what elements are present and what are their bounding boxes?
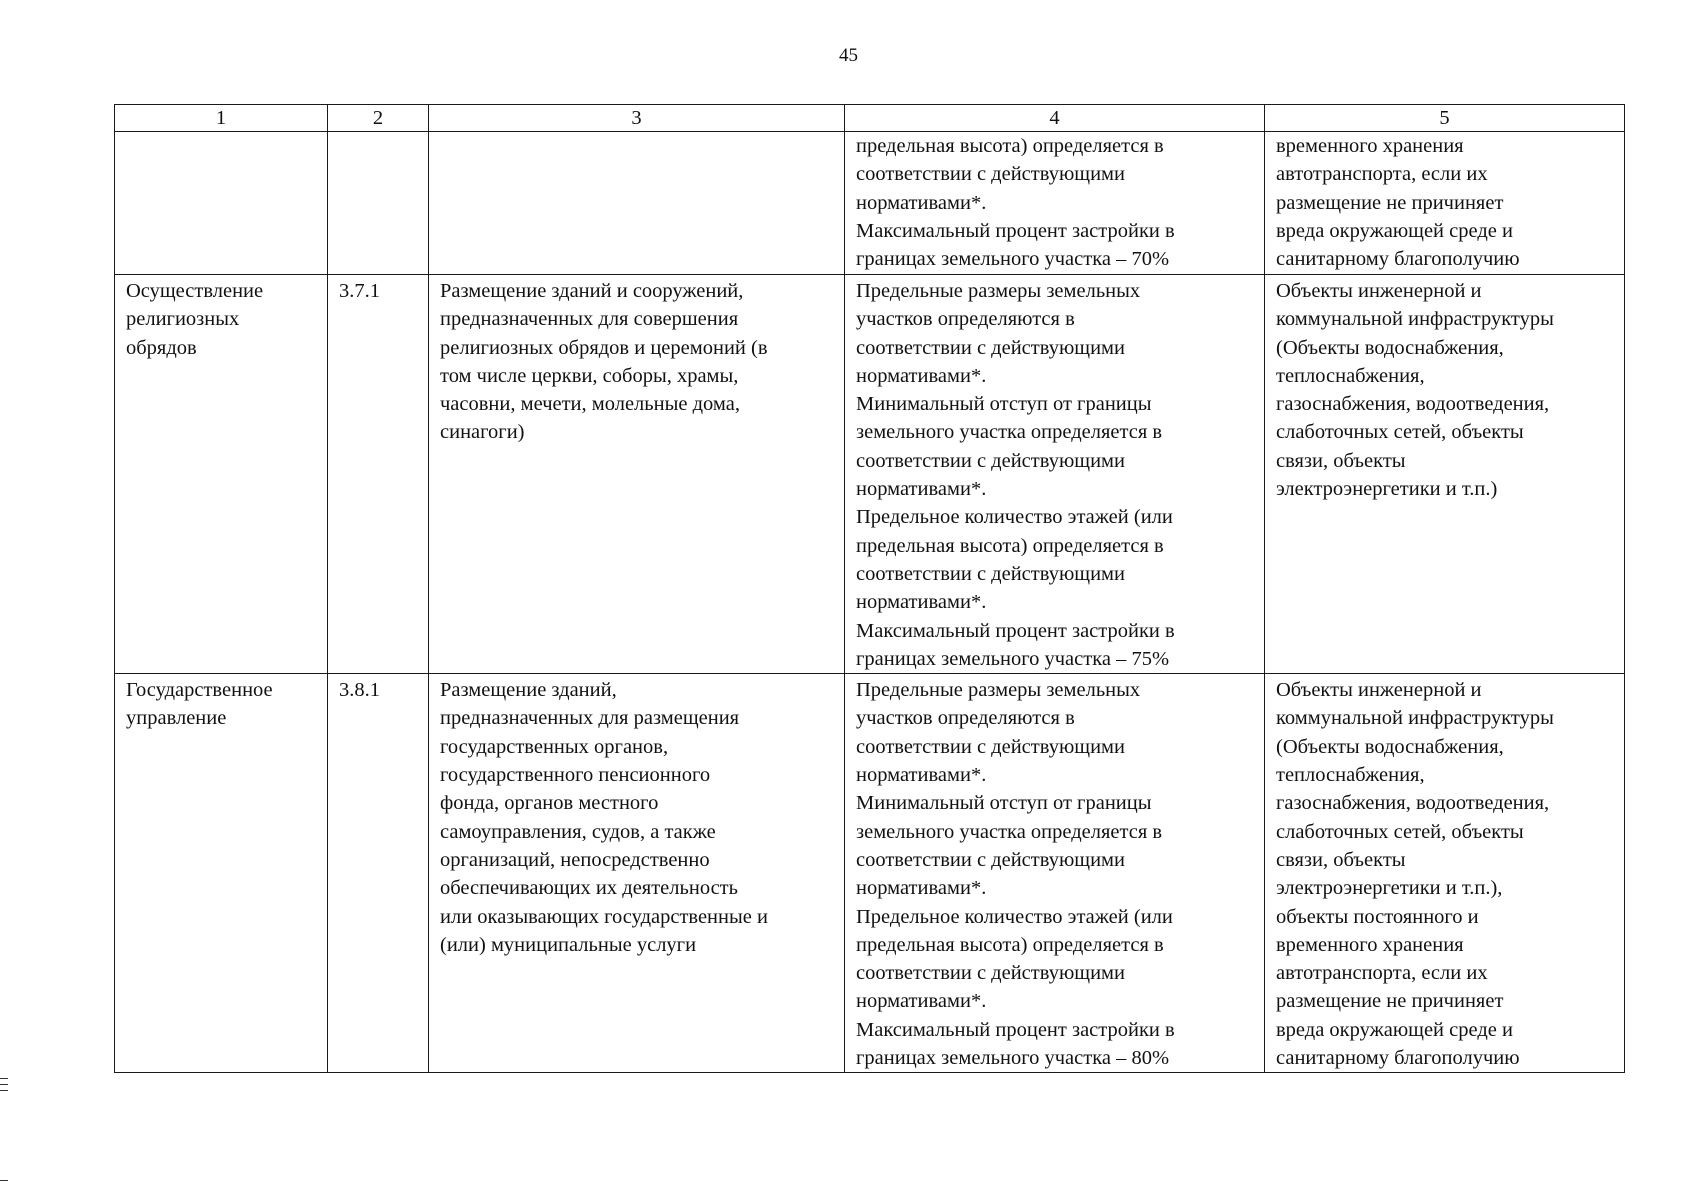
cell-text-line: предельная высота) определяется в	[856, 933, 1164, 956]
cell-text-line: размещение не причиняет	[1276, 191, 1504, 214]
cell-parameters	[845, 132, 1265, 275]
cell-text-line: теплоснабжения,	[1276, 364, 1425, 387]
table-row-religious-rites	[115, 275, 1625, 674]
cell-text-line: синагоги)	[440, 421, 525, 444]
cell-use-name	[115, 275, 328, 674]
cell-text-line: обеспечивающих их деятельность	[440, 877, 738, 900]
cell-text-line: Размещение зданий,	[440, 679, 617, 702]
cell-text-line: предназначенных для размещения	[440, 707, 740, 730]
cell-text-line: Максимальный процент застройки в	[856, 619, 1175, 642]
cell-use-description	[429, 275, 845, 674]
cell-auxiliary-uses	[1265, 132, 1625, 275]
table-row-continuation	[115, 132, 1625, 275]
table-header-row	[115, 105, 1625, 132]
cell-text-line: коммунальной инфраструктуры	[1276, 707, 1554, 730]
cell-text-line: участков определяются в	[856, 707, 1075, 730]
cell-text-line: нормативами*.	[856, 877, 987, 900]
cell-text-line: нормативами*.	[856, 191, 987, 214]
cell-text-line: границах земельного участка – 70%	[856, 248, 1170, 271]
cell-text-line: Предельное количество этажей (или	[856, 506, 1173, 529]
cell-text-line: Объекты инженерной и	[1276, 280, 1482, 302]
cell-auxiliary-uses	[1265, 674, 1625, 1073]
cell-text-line: временного хранения	[1276, 933, 1464, 956]
cell-text-line: предельная высота) определяется в	[856, 135, 1164, 157]
cell-text-line: Объекты инженерной и	[1276, 679, 1482, 702]
cell-text-line: Предельные размеры земельных	[856, 679, 1141, 702]
cell-text-line: предназначенных для совершения	[440, 308, 739, 331]
cell-text-line: Минимальный отступ от границы	[856, 393, 1152, 416]
column-header-2: 2	[328, 105, 429, 132]
cell-text-line: том числе церкви, соборы, храмы,	[440, 364, 739, 387]
cell-text-line: государственных органов,	[440, 735, 669, 758]
cell-text-line: Осуществление	[126, 280, 264, 302]
cell-text-line: организаций, непосредственно	[440, 848, 710, 871]
cell-text-line: самоуправления, судов, а также	[440, 820, 716, 843]
cell-text-line: нормативами*.	[856, 591, 987, 614]
cell-use-description	[429, 674, 845, 1073]
cell-text-line: (или) муниципальные услуги	[440, 933, 697, 956]
cell-text-line: соответствии с действующими	[856, 735, 1125, 758]
cell-auxiliary-uses	[1265, 275, 1625, 674]
cell-text-line: Максимальный процент застройки в	[856, 1018, 1175, 1041]
cell-text-line: санитарному благополучию	[1276, 1047, 1520, 1070]
cell-text-line: земельного участка определяется в	[856, 421, 1163, 444]
cell-text-line: газоснабжения, водоотведения,	[1276, 792, 1550, 815]
cell-text-line: теплоснабжения,	[1276, 764, 1425, 787]
cell-text-line: Размещение зданий и сооружений,	[440, 280, 744, 302]
cell-text-line: вреда окружающей среде и	[1276, 219, 1513, 242]
cell-text-line: (Объекты водоснабжения,	[1276, 735, 1504, 758]
cell-use-description	[429, 132, 845, 275]
cell-use-code	[328, 132, 429, 275]
cell-text-line: (Объекты водоснабжения,	[1276, 336, 1504, 359]
cell-text-line: соответствии с действующими	[856, 962, 1125, 985]
margin-mark	[0, 1084, 8, 1085]
cell-text-line: нормативами*.	[856, 990, 987, 1013]
cell-use-code	[328, 275, 429, 674]
land-use-table	[114, 104, 1625, 1073]
cell-text-line: временного хранения	[1276, 135, 1464, 157]
table-row-state-administration	[115, 674, 1625, 1073]
cell-text-line: религиозных обрядов и церемоний (в	[440, 336, 768, 359]
column-header-1: 1	[115, 105, 328, 132]
cell-text-line: Минимальный отступ от границы	[856, 792, 1152, 815]
cell-text-line: Предельное количество этажей (или	[856, 905, 1173, 928]
cell-text-line: часовни, мечети, молельные дома,	[440, 393, 740, 416]
cell-text-line: государственного пенсионного	[440, 764, 711, 787]
margin-mark	[0, 1090, 8, 1091]
cell-text-line: электроэнергетики и т.п.),	[1276, 877, 1503, 900]
page-number: 45	[839, 45, 858, 66]
column-header-5: 5	[1265, 105, 1625, 132]
cell-text-line: нормативами*.	[856, 478, 987, 501]
cell-text-line: газоснабжения, водоотведения,	[1276, 393, 1550, 416]
cell-text-line: участков определяются в	[856, 308, 1075, 331]
margin-mark	[0, 1078, 8, 1079]
cell-text-line: или оказывающих государственные и	[440, 905, 768, 928]
column-header-3: 3	[429, 105, 845, 132]
cell-text-line: Предельные размеры земельных	[856, 280, 1141, 302]
cell-text-line: соответствии с действующими	[856, 562, 1125, 585]
cell-text-line: слаботочных сетей, объекты	[1276, 820, 1524, 843]
cell-text-line: 3.7.1	[339, 280, 380, 302]
cell-text-line: границах земельного участка – 80%	[856, 1047, 1170, 1070]
cell-text-line: соответствии с действующими	[856, 336, 1125, 359]
cell-text-line: связи, объекты	[1276, 449, 1406, 472]
cell-text-line: размещение не причиняет	[1276, 990, 1504, 1013]
cell-text-line: соответствии с действующими	[856, 848, 1125, 871]
cell-text-line: соответствии с действующими	[856, 449, 1125, 472]
column-header-4: 4	[845, 105, 1265, 132]
cell-use-code	[328, 674, 429, 1073]
cell-text-line: автотранспорта, если их	[1276, 962, 1488, 985]
cell-text-line: нормативами*.	[856, 764, 987, 787]
cell-text-line: электроэнергетики и т.п.)	[1276, 478, 1498, 501]
cell-text-line: религиозных	[126, 308, 240, 331]
cell-text-line: слаботочных сетей, объекты	[1276, 421, 1524, 444]
cell-text-line: предельная высота) определяется в	[856, 534, 1164, 557]
cell-text-line: Максимальный процент застройки в	[856, 219, 1175, 242]
cell-text-line: Государственное	[126, 679, 273, 702]
cell-text-line: вреда окружающей среде и	[1276, 1018, 1513, 1041]
cell-text-line: коммунальной инфраструктуры	[1276, 308, 1554, 331]
cell-text-line: обрядов	[126, 336, 197, 359]
cell-text-line: связи, объекты	[1276, 848, 1406, 871]
cell-use-name	[115, 674, 328, 1073]
cell-text-line: соответствии с действующими	[856, 163, 1125, 186]
cell-text-line: фонда, органов местного	[440, 792, 659, 815]
cell-parameters	[845, 674, 1265, 1073]
cell-text-line: автотранспорта, если их	[1276, 163, 1488, 186]
cell-text-line: нормативами*.	[856, 364, 987, 387]
cell-text-line: границах земельного участка – 75%	[856, 647, 1170, 670]
cell-use-name	[115, 132, 328, 275]
margin-mark	[0, 1180, 8, 1181]
cell-text-line: управление	[126, 707, 227, 730]
cell-text-line: 3.8.1	[339, 679, 380, 702]
cell-parameters	[845, 275, 1265, 674]
cell-text-line: санитарному благополучию	[1276, 248, 1520, 271]
cell-text-line: объекты постоянного и	[1276, 905, 1479, 928]
cell-text-line: земельного участка определяется в	[856, 820, 1163, 843]
